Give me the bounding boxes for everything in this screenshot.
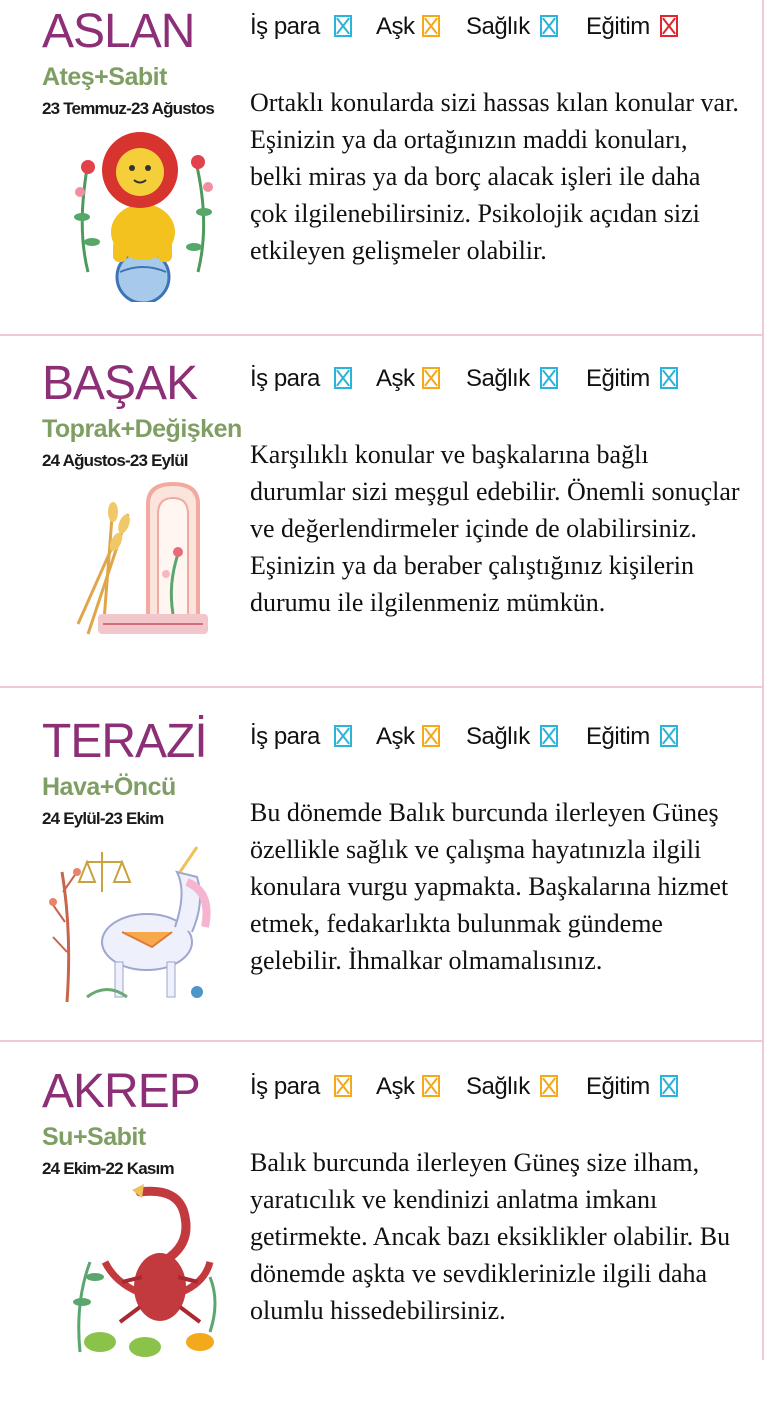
checkbox-blue-icon xyxy=(334,15,352,37)
category-is-para xyxy=(250,720,320,754)
checkbox-blue-icon xyxy=(334,725,352,747)
checkbox-orange-icon xyxy=(422,367,440,389)
sign-dates: 23 Temmuz-23 Ağustos xyxy=(42,99,214,118)
category-indicators xyxy=(250,10,750,44)
category-is-para xyxy=(250,10,320,44)
category-ask xyxy=(376,1070,415,1104)
category-label: İş para xyxy=(250,1073,320,1100)
checkbox-blue-icon xyxy=(540,725,558,747)
lion-on-globe-illustration xyxy=(58,122,228,302)
sign-name: ASLAN xyxy=(42,5,195,58)
category-saglik xyxy=(466,10,530,44)
checkbox-blue-icon xyxy=(540,15,558,37)
checkbox-blue-icon xyxy=(660,367,678,389)
sign-name: AKREP xyxy=(42,1065,200,1118)
category-label: İş para xyxy=(250,365,320,392)
checkbox-orange-icon xyxy=(422,725,440,747)
category-egitim xyxy=(586,1070,650,1104)
category-is-para xyxy=(250,362,320,396)
sign-element: Hava+Öncü xyxy=(42,773,176,801)
checkbox-orange-icon xyxy=(540,1075,558,1097)
category-ask xyxy=(376,720,415,754)
wheat-and-arch-illustration xyxy=(58,474,228,654)
sign-name: TERAZİ xyxy=(42,715,207,768)
category-saglik xyxy=(466,1070,530,1104)
category-label: Aşk xyxy=(376,365,415,392)
category-label: Sağlık xyxy=(466,13,530,40)
checkbox-blue-icon xyxy=(334,367,352,389)
scorpion-illustration xyxy=(60,1182,230,1362)
category-indicators xyxy=(250,720,750,754)
category-indicators xyxy=(250,1070,750,1104)
horoscope-text: Karşılıklı konular ve başkalarına bağlı durumlar sizi meşgul edebilir. Önemli sonuçlar ve değerlendirmeler içinde de olabilirsiniz. Eşinizin ya da beraber çalıştığınız kişilerin durumu ile ilgilenmeniz mümkün. xyxy=(250,440,740,617)
checkbox-orange-icon xyxy=(334,1075,352,1097)
category-saglik xyxy=(466,720,530,754)
category-label: İş para xyxy=(250,13,320,40)
sign-section-aslan xyxy=(0,0,762,334)
category-label: Aşk xyxy=(376,13,415,40)
category-label: Eğitim xyxy=(586,13,650,40)
category-label: Sağlık xyxy=(466,1073,530,1100)
checkbox-orange-icon xyxy=(422,1075,440,1097)
right-divider-line xyxy=(762,0,764,1360)
category-label: Sağlık xyxy=(466,365,530,392)
category-label: Sağlık xyxy=(466,723,530,750)
sign-name: BAŞAK xyxy=(42,357,198,410)
category-label: Eğitim xyxy=(586,723,650,750)
checkbox-blue-icon xyxy=(660,725,678,747)
checkbox-orange-icon xyxy=(422,15,440,37)
horoscope-text: Ortaklı konularda sizi hassas kılan konular var. Eşinizin ya da ortağınızın maddi konuları, belki miras ya da borç alacak işleri ile daha çok ilgilenebilirsiniz. Psikolojik açıdan sizi etkileyen gelişmeler olabilir. xyxy=(250,88,739,265)
horoscope-text: Bu dönemde Balık burcunda ilerleyen Güneş özellikle sağlık ve çalışma hayatınızla ilgili konulara vurgu yapmakta. Başkalarına hizmet etmek, fedakarlıkta bulunmak gündeme gelebilir. İhmalkar olmamalısınız. xyxy=(250,798,729,975)
category-label: Aşk xyxy=(376,723,415,750)
category-saglik xyxy=(466,362,530,396)
horoscope-text: Balık burcunda ilerleyen Güneş size ilham, yaratıcılık ve kendinizi anlatma imkanı getirmekte. Ancak bazı eksiklikler olabilir. Bu dönemde aşkta ve sevdiklerinizle ilgili daha olumlu hissedebilirsiniz. xyxy=(250,1148,731,1325)
sign-section-akrep xyxy=(0,1060,762,1394)
category-ask xyxy=(376,362,415,396)
category-label: İş para xyxy=(250,723,320,750)
category-ask xyxy=(376,10,415,44)
sign-dates: 24 Eylül-23 Ekim xyxy=(42,809,164,828)
section-divider xyxy=(0,686,762,688)
checkbox-blue-icon xyxy=(660,1075,678,1097)
unicorn-with-scales-illustration xyxy=(42,832,222,1012)
category-egitim xyxy=(586,10,650,44)
category-indicators xyxy=(250,362,750,396)
sign-element: Toprak+Değişken xyxy=(42,415,242,443)
sign-element: Su+Sabit xyxy=(42,1123,146,1151)
sign-section-basak xyxy=(0,352,762,686)
section-divider xyxy=(0,1040,762,1042)
sign-section-terazi xyxy=(0,710,762,1044)
category-label: Eğitim xyxy=(586,1073,650,1100)
category-is-para xyxy=(250,1070,320,1104)
sign-dates: 24 Ekim-22 Kasım xyxy=(42,1159,174,1178)
section-divider xyxy=(0,334,762,336)
category-label: Eğitim xyxy=(586,365,650,392)
checkbox-red-icon xyxy=(660,15,678,37)
sign-dates: 24 Ağustos-23 Eylül xyxy=(42,451,188,470)
checkbox-blue-icon xyxy=(540,367,558,389)
sign-element: Ateş+Sabit xyxy=(42,63,167,91)
category-egitim xyxy=(586,362,650,396)
category-label: Aşk xyxy=(376,1073,415,1100)
category-egitim xyxy=(586,720,650,754)
